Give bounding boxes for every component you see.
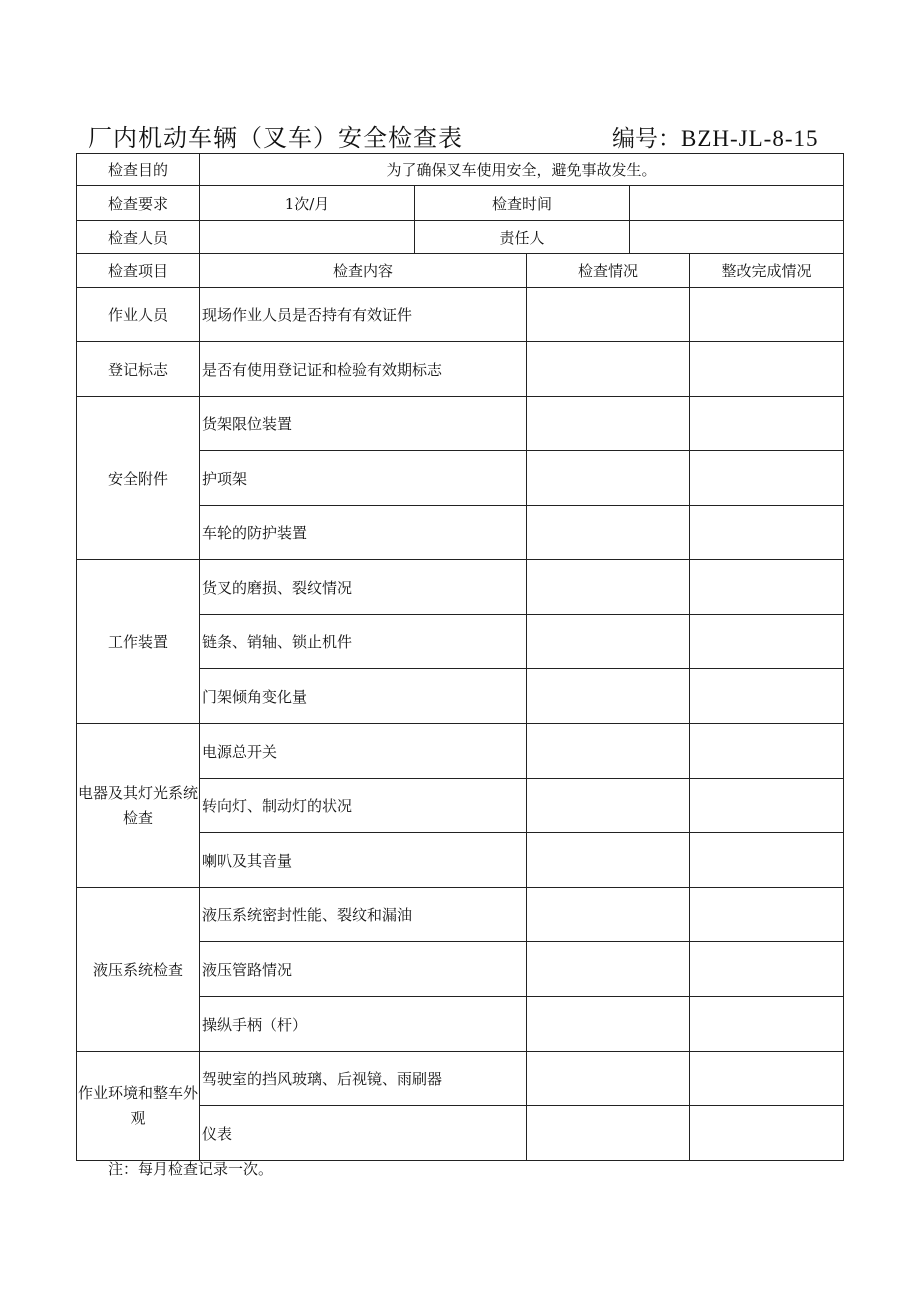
status-cell[interactable] (527, 1052, 690, 1106)
header-rectify: 整改完成情况 (690, 254, 844, 288)
check-content: 驾驶室的挡风玻璃、后视镜、雨刷器 (200, 1052, 527, 1106)
table-row (77, 342, 844, 397)
check-content: 液压管路情况 (200, 942, 527, 997)
table-row (77, 888, 844, 942)
group-label: 工作装置 (77, 560, 200, 724)
rectify-cell[interactable] (690, 288, 844, 342)
status-cell[interactable] (527, 669, 690, 724)
time-label: 检查时间 (415, 186, 630, 220)
inspection-table (76, 153, 844, 1161)
rectify-cell[interactable] (690, 451, 844, 506)
check-content: 转向灯、制动灯的状况 (200, 779, 527, 833)
status-cell[interactable] (527, 997, 690, 1052)
group-label: 作业环境和整车外观 (77, 1052, 200, 1161)
table-row (77, 1052, 844, 1106)
check-content: 链条、销轴、锁止机件 (200, 615, 527, 669)
check-content: 电源总开关 (200, 724, 527, 779)
rectify-cell[interactable] (690, 779, 844, 833)
purpose-value[interactable]: 为了确保叉车使用安全，避免事故发生。 (200, 154, 844, 186)
rectify-cell[interactable] (690, 1052, 844, 1106)
status-cell[interactable] (527, 560, 690, 615)
status-cell[interactable] (527, 615, 690, 669)
status-cell[interactable] (527, 888, 690, 942)
status-cell[interactable] (527, 942, 690, 997)
rectify-cell[interactable] (690, 942, 844, 997)
status-cell[interactable] (527, 451, 690, 506)
time-value[interactable] (630, 186, 844, 220)
status-cell[interactable] (527, 779, 690, 833)
check-content: 现场作业人员是否持有有效证件 (200, 288, 527, 342)
status-cell[interactable] (527, 397, 690, 451)
rectify-cell[interactable] (690, 342, 844, 397)
header-item: 检查项目 (77, 254, 200, 288)
inspector-row (77, 221, 844, 254)
check-content: 车轮的防护装置 (200, 506, 527, 560)
form-code-value: BZH-JL-8-15 (681, 126, 819, 151)
status-cell[interactable] (527, 833, 690, 888)
rectify-cell[interactable] (690, 997, 844, 1052)
table-row (77, 560, 844, 615)
requirement-row (77, 186, 844, 221)
table-row (77, 288, 844, 342)
check-content: 是否有使用登记证和检验有效期标志 (200, 342, 527, 397)
requirement-label: 检查要求 (77, 186, 200, 221)
rectify-cell[interactable] (690, 397, 844, 451)
check-content: 喇叭及其音量 (200, 833, 527, 888)
rectify-cell[interactable] (690, 724, 844, 779)
status-cell[interactable] (527, 506, 690, 560)
header-status: 检查情况 (527, 254, 690, 288)
check-content: 门架倾角变化量 (200, 669, 527, 724)
rectify-cell[interactable] (690, 833, 844, 888)
header-content: 检查内容 (200, 254, 527, 288)
group-label: 作业人员 (77, 288, 200, 342)
form-code-label: 编号： (612, 126, 681, 152)
status-cell[interactable] (527, 1106, 690, 1161)
inspector-value[interactable] (200, 221, 415, 253)
table-header-row (77, 254, 844, 288)
table-row (77, 724, 844, 779)
rectify-cell[interactable] (690, 669, 844, 724)
check-content: 货叉的磨损、裂纹情况 (200, 560, 527, 615)
purpose-row (77, 154, 844, 186)
check-content: 仪表 (200, 1106, 527, 1161)
inspector-label: 检查人员 (77, 221, 200, 254)
group-label: 液压系统检查 (77, 888, 200, 1052)
group-label: 登记标志 (77, 342, 200, 397)
rectify-cell[interactable] (690, 506, 844, 560)
rectify-cell[interactable] (690, 888, 844, 942)
group-label: 安全附件 (77, 397, 200, 560)
purpose-label: 检查目的 (77, 154, 200, 186)
rectify-cell[interactable] (690, 1106, 844, 1161)
footer-note: 注：每月检查记录一次。 (108, 1160, 274, 1178)
check-content: 护项架 (200, 451, 527, 506)
rectify-cell[interactable] (690, 615, 844, 669)
check-content: 液压系统密封性能、裂纹和漏油 (200, 888, 527, 942)
status-cell[interactable] (527, 288, 690, 342)
check-content: 货架限位装置 (200, 397, 527, 451)
check-content: 操纵手柄（杆） (200, 997, 527, 1052)
requirement-value[interactable]: 1次/月 (284, 194, 330, 213)
responsible-label: 责任人 (415, 221, 630, 253)
status-cell[interactable] (527, 342, 690, 397)
table-row (77, 397, 844, 451)
rectify-cell[interactable] (690, 560, 844, 615)
group-label: 电器及其灯光系统检查 (77, 724, 200, 888)
form-title: 厂内机动车辆（叉车）安全检查表 (88, 124, 463, 152)
form-code (612, 120, 818, 153)
status-cell[interactable] (527, 724, 690, 779)
responsible-value[interactable] (630, 221, 844, 253)
